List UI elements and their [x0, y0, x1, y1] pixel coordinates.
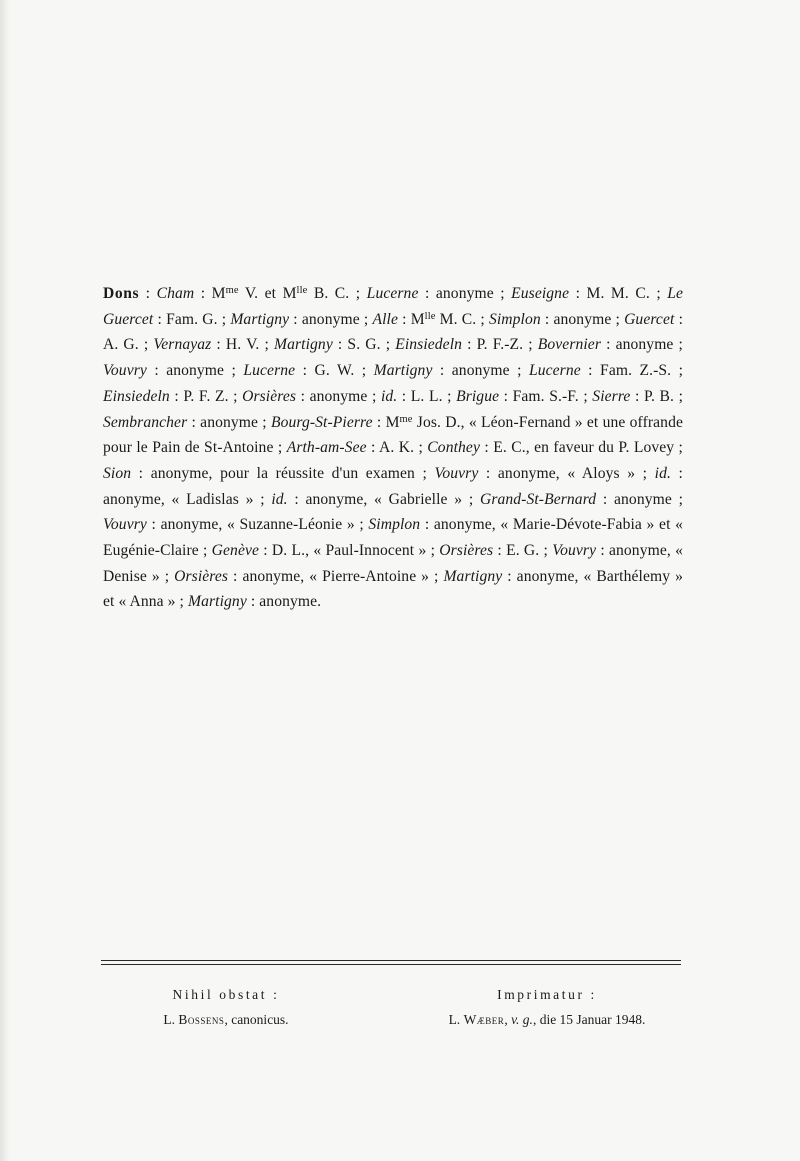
donation-entry: Alle : $M^{lle}$ M. C. ; — [372, 310, 489, 328]
donation-entry: Vernayaz : H. V. ; — [153, 336, 274, 354]
donation-entry: Vouvry : anonyme, « Denise » ; — [103, 542, 683, 585]
donation-detail: anonyme ; — [200, 413, 271, 431]
donation-detail: $M^{me}$ V. et $M^{lle}$ B. C. ; — [211, 285, 367, 302]
donation-detail: anonyme, « Gabrielle » ; — [305, 490, 480, 508]
donation-entry: Arth-am-See : A. K. ; — [286, 439, 428, 457]
donation-detail: S. G. ; — [347, 336, 396, 354]
donation-place: Simplon — [488, 310, 541, 328]
donation-detail: Fam. G. ; — [166, 310, 231, 328]
donation-detail: anonyme, « Aloys » ; — [497, 464, 655, 482]
donation-place: Martigny — [443, 567, 503, 585]
donation-place: Einsiedeln — [395, 336, 463, 354]
divider-rule-top — [101, 960, 681, 961]
donation-place: Martigny — [274, 336, 333, 354]
donation-detail: anonyme ; — [301, 310, 373, 328]
donation-entry: Genève : D. L., « Paul-Innocent » ; — [211, 542, 440, 560]
donation-entry: Sierre : P. B. ; — [592, 387, 683, 405]
donation-entry: Cham : $M^{me}$ V. et $M^{lle}$ B. C. ; — [156, 285, 367, 302]
donation-place: Vouvry — [434, 464, 479, 482]
donation-place: id. — [380, 387, 398, 405]
donation-detail: anonyme, pour la réussite d'un examen ; — [150, 464, 435, 482]
donation-detail: anonyme ; — [451, 362, 529, 380]
donation-place: Vernayaz — [153, 336, 212, 354]
donation-entry: Sion : anonyme, pour la réussite d'un examen ; — [103, 464, 435, 482]
donation-place: Guercet — [624, 310, 675, 328]
donation-detail: anonyme, « Barthélemy » et « Anna » ; — [103, 567, 683, 611]
donation-detail: anonyme ; — [614, 490, 684, 508]
donation-place: Arth-am-See — [286, 439, 367, 457]
donation-entry: Orsières : E. G. ; — [439, 542, 553, 560]
donation-entry: Martigny : anonyme. — [188, 593, 322, 611]
donation-detail: anonyme, « Marie-Dévote-Fabia » et « Eugénie-Claire ; — [103, 516, 683, 560]
donation-place: Sierre — [592, 387, 631, 405]
donation-detail: anonyme, « Ladislas » ; — [103, 490, 272, 508]
donation-detail: Fam. Z.-S. ; — [600, 362, 684, 380]
donation-place: Vouvry — [103, 516, 147, 534]
donation-entry: id. : L. L. ; — [380, 387, 457, 405]
donation-place: Einsiedeln — [103, 387, 170, 405]
donation-place: Le Guercet — [103, 285, 684, 328]
donation-entry: Bourg-St-Pierre : $M^{me}$ Jos. D., « Léon-Fernand » et une offrande pour le Pain de St-Antoine ; — [103, 413, 683, 457]
donation-detail: A. G. ; — [103, 336, 154, 354]
donation-detail: P. F. Z. ; — [183, 387, 243, 405]
donations-heading: Dons — [103, 285, 140, 302]
nihil-obstat-block — [76, 982, 376, 1032]
donation-place: Sembrancher — [103, 413, 188, 431]
donation-entry: Orsières : anonyme, « Pierre-Antoine » ; — [174, 567, 444, 585]
imprimatur-heading: Imprimatur : — [497, 987, 597, 1002]
donation-place: Conthey — [427, 439, 480, 457]
donation-entry: Grand-St-Bernard : anonyme ; — [479, 490, 684, 508]
donation-place: Genève — [211, 542, 260, 560]
heading-colon: : — [139, 285, 157, 302]
donation-entry: Brigue : Fam. S.-F. ; — [456, 387, 593, 405]
donation-detail: P. F.-Z. ; — [476, 336, 538, 354]
donations-paragraph — [103, 281, 683, 615]
donation-detail: anonyme, « Suzanne-Léonie » ; — [160, 516, 369, 534]
donation-entry: Orsières : anonyme ; — [242, 387, 381, 405]
donation-place: Martigny — [230, 310, 290, 328]
donation-place: id. — [654, 464, 671, 482]
donation-entry: Conthey : E. C., en faveur du P. Lovey ; — [427, 439, 683, 457]
vicar-initial: L. — [448, 1012, 464, 1027]
donation-detail: anonyme. — [259, 593, 322, 611]
donation-entry: Guercet : A. G. ; — [103, 310, 683, 354]
donation-detail: anonyme, « Pierre-Antoine » ; — [242, 567, 444, 585]
donation-detail: M. M. C. ; — [586, 285, 668, 302]
censor-name: Bossens — [178, 1012, 225, 1027]
donation-detail: P. B. ; — [643, 387, 683, 405]
censor-signature — [76, 1007, 376, 1032]
donation-detail: E. C., en faveur du P. Lovey ; — [493, 439, 683, 457]
donation-detail: Fam. S.-F. ; — [512, 387, 593, 405]
donation-entry: id. : anonyme, « Gabrielle » ; — [271, 490, 480, 508]
vicar-title: v. g. — [511, 1012, 533, 1027]
nihil-obstat-heading: Nihil obstat : — [172, 987, 280, 1002]
donation-detail: H. V. ; — [225, 336, 274, 354]
donation-detail: anonyme ; — [435, 285, 512, 302]
donation-place: Vouvry — [552, 542, 597, 560]
donation-entry: Martigny : anonyme ; — [230, 310, 373, 328]
imprimatur-block — [397, 982, 697, 1032]
donation-place: Lucerne — [528, 362, 581, 380]
donation-entry: Vouvry : anonyme ; — [103, 362, 244, 380]
donation-entry: Einsiedeln : P. F.-Z. ; — [395, 336, 538, 354]
donation-detail: anonyme ; — [615, 336, 683, 354]
censor-title: , canonicus. — [224, 1012, 289, 1027]
donation-entry: Martigny : S. G. ; — [274, 336, 396, 354]
donation-entry: Bovernier : anonyme ; — [537, 336, 683, 354]
donation-entry: Lucerne : anonyme ; — [366, 285, 512, 302]
donation-entry: Lucerne : Fam. Z.-S. ; — [528, 362, 684, 380]
donation-place: Lucerne — [366, 285, 419, 302]
donation-entry: Sembrancher : anonyme ; — [103, 413, 271, 431]
donation-detail: G. W. ; — [314, 362, 374, 380]
donation-entry: Martigny : anonyme ; — [373, 362, 529, 380]
donation-place: Orsières — [174, 567, 229, 585]
donation-entry: Simplon : anonyme ; — [488, 310, 625, 328]
donation-entry: Euseigne : M. M. C. ; — [511, 285, 668, 302]
donation-detail: L. L. ; — [410, 387, 457, 405]
donation-place: Orsières — [439, 542, 494, 560]
vicar-name: Wæber — [463, 1012, 505, 1027]
donation-entry: Le Guercet : Fam. G. ; — [103, 285, 684, 328]
donation-place: Martigny — [188, 593, 247, 611]
divider-rule-bottom — [101, 964, 681, 965]
donation-entries — [103, 285, 683, 610]
donation-place: Grand-St-Bernard — [479, 490, 597, 508]
donation-detail: anonyme, « Denise » ; — [103, 542, 683, 585]
donation-detail: E. G. ; — [506, 542, 553, 560]
donation-place: Orsières — [242, 387, 297, 405]
donation-place: Sion — [103, 464, 132, 482]
donation-detail: anonyme ; — [553, 310, 625, 328]
donation-detail: $M^{me}$ Jos. D., « Léon-Fernand » et une offrande pour le Pain de St-Antoine ; — [103, 413, 683, 457]
donation-detail: anonyme ; — [309, 387, 381, 405]
approval-date: , die 15 Januar 1948. — [532, 1012, 646, 1027]
donation-detail: $M^{lle}$ M. C. ; — [410, 310, 489, 328]
donation-detail: anonyme ; — [166, 362, 244, 380]
donation-detail: D. L., « Paul-Innocent » ; — [271, 542, 440, 560]
donation-entry: Vouvry : anonyme, « Aloys » ; — [434, 464, 655, 482]
donation-entry: Martigny : anonyme, « Barthélemy » et « Anna » ; — [103, 567, 683, 611]
donation-place: Bovernier — [537, 336, 602, 354]
donation-place: id. — [271, 490, 288, 508]
donation-entry: id. : anonyme, « Ladislas » ; — [103, 464, 683, 508]
donation-entry: Lucerne : G. W. ; — [243, 362, 374, 380]
vicar-signature: L. Wæber, v. g., die 15 Januar 1948. — [448, 1012, 646, 1027]
page-edge — [0, 0, 10, 1161]
donation-place: Bourg-St-Pierre — [270, 413, 373, 431]
donation-entry: Einsiedeln : P. F. Z. ; — [103, 387, 243, 405]
donation-place: Vouvry — [103, 362, 147, 380]
donation-place: Martigny — [373, 362, 433, 380]
donation-place: Simplon — [368, 516, 421, 534]
donation-place: Euseigne — [511, 285, 570, 302]
donation-place: Cham — [156, 285, 195, 302]
donation-entry: Vouvry : anonyme, « Suzanne-Léonie » ; — [103, 516, 369, 534]
donation-place: Brigue — [456, 387, 500, 405]
donation-place: Lucerne — [243, 362, 296, 380]
donation-detail: A. K. ; — [378, 439, 428, 457]
donation-place: Alle — [372, 310, 398, 328]
censor-initial: L. — [163, 1012, 179, 1027]
donation-entry: Simplon : anonyme, « Marie-Dévote-Fabia » et « Eugénie-Claire ; — [103, 516, 683, 560]
